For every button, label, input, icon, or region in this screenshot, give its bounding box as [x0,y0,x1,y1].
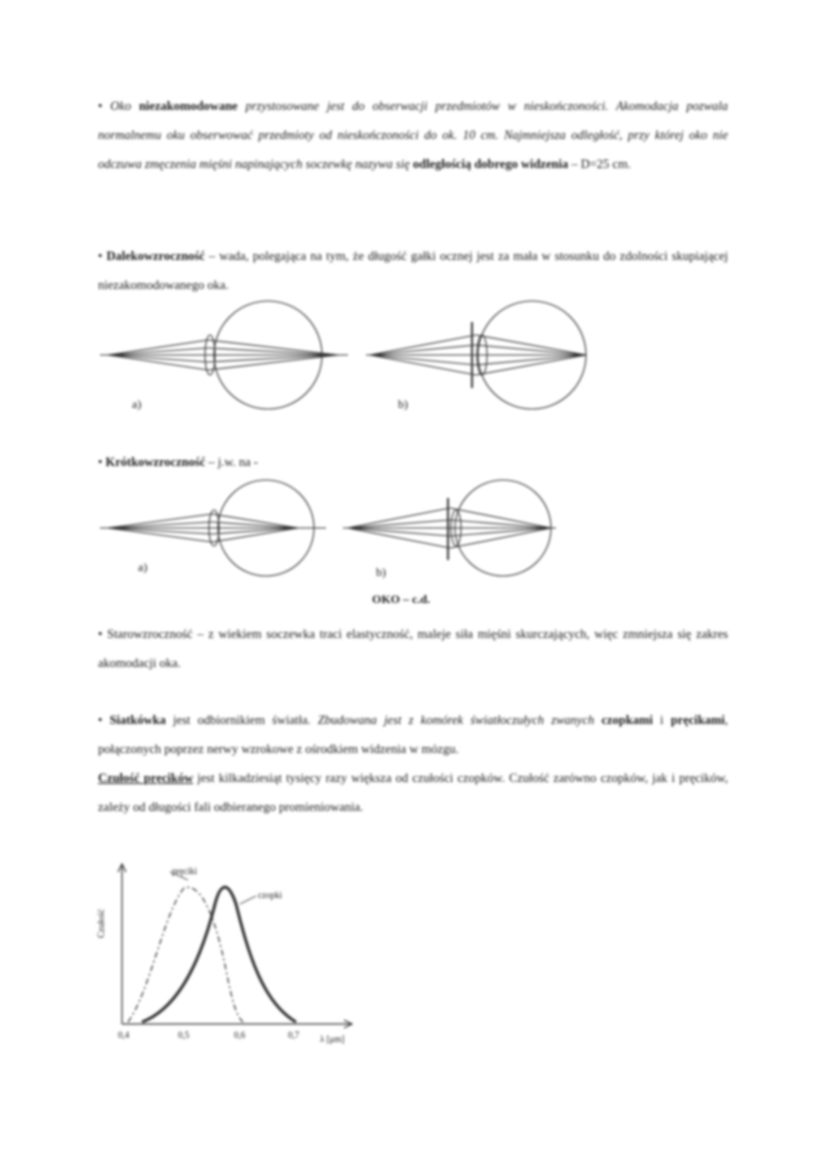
oko-continued-label: OKO – c.d. [372,592,431,606]
paragraph-retina: • Siatkówka jest odbiornikiem światła. Zbudowana jest z komórek światłoczułych zwanych czopkami i pręcikami, połączonych poprzez nerwy wzrokowe z ośrodkiem widzenia w mózgu. Czułość pręcików jest kilkadziesiąt tysięcy razy większa od czułości czopków. Czułość zarówno czopków, jak i pręcików, zależy od długości fali odbieranego promieniowania. [98,713,728,814]
bullet: • [98,99,103,113]
chart-x-label: λ [μm] [320,1034,345,1044]
paragraph-presbyopia: • Starowzroczność – z wiekiem soczewka traci elastyczność, maleje siła mięśni skurczających, więc zmniejsza się zakres akomodacji oka. [98,627,728,670]
paragraph-myopia: • Krótkowzroczność – j.w. na - [98,455,258,469]
chart-tick: 0,5 [178,1030,190,1040]
chart-tick: 0,4 [118,1030,130,1040]
paragraph-accommodation: • Oko niezakomodowane przystosowane jest do obserwacji przedmiotów w nieskończoności. Akomodacja pozwala normalnemu oku obserwować przedmioty od nieskończoności do ok. 10 cm. Najmniejsza odległość, przy której oko nie odczuwa zmęczenia mięśni napinających soczewkę nazywa się odległością dobrego widzenia – D=25 cm. [98,99,728,171]
paragraph-hyperopia: • Dalekowzroczność – wada, polegająca na tym, że długość gałki ocznej jest za mała w stosunku do zdolności skupiającej niezakomodowanego oka. [98,249,728,292]
myopia-diagram [98,478,578,588]
bullet: • [98,713,103,727]
figure-label-a: a) [138,560,148,574]
bullet: • [98,455,103,469]
cones-label: czopki [258,890,282,900]
figure-label-a: a) [132,397,142,411]
rods-label: pręciki [172,866,197,876]
chart-tick: 0,7 [288,1030,300,1040]
figure-label-b: b) [376,565,386,579]
bullet: • [98,627,103,641]
sensitivity-chart [98,860,368,1050]
bullet: • [98,249,103,263]
chart-tick: 0,6 [234,1030,246,1040]
hyperopia-diagram [98,300,598,420]
chart-y-label: Czułość [96,909,106,938]
figure-label-b: b) [398,397,408,411]
